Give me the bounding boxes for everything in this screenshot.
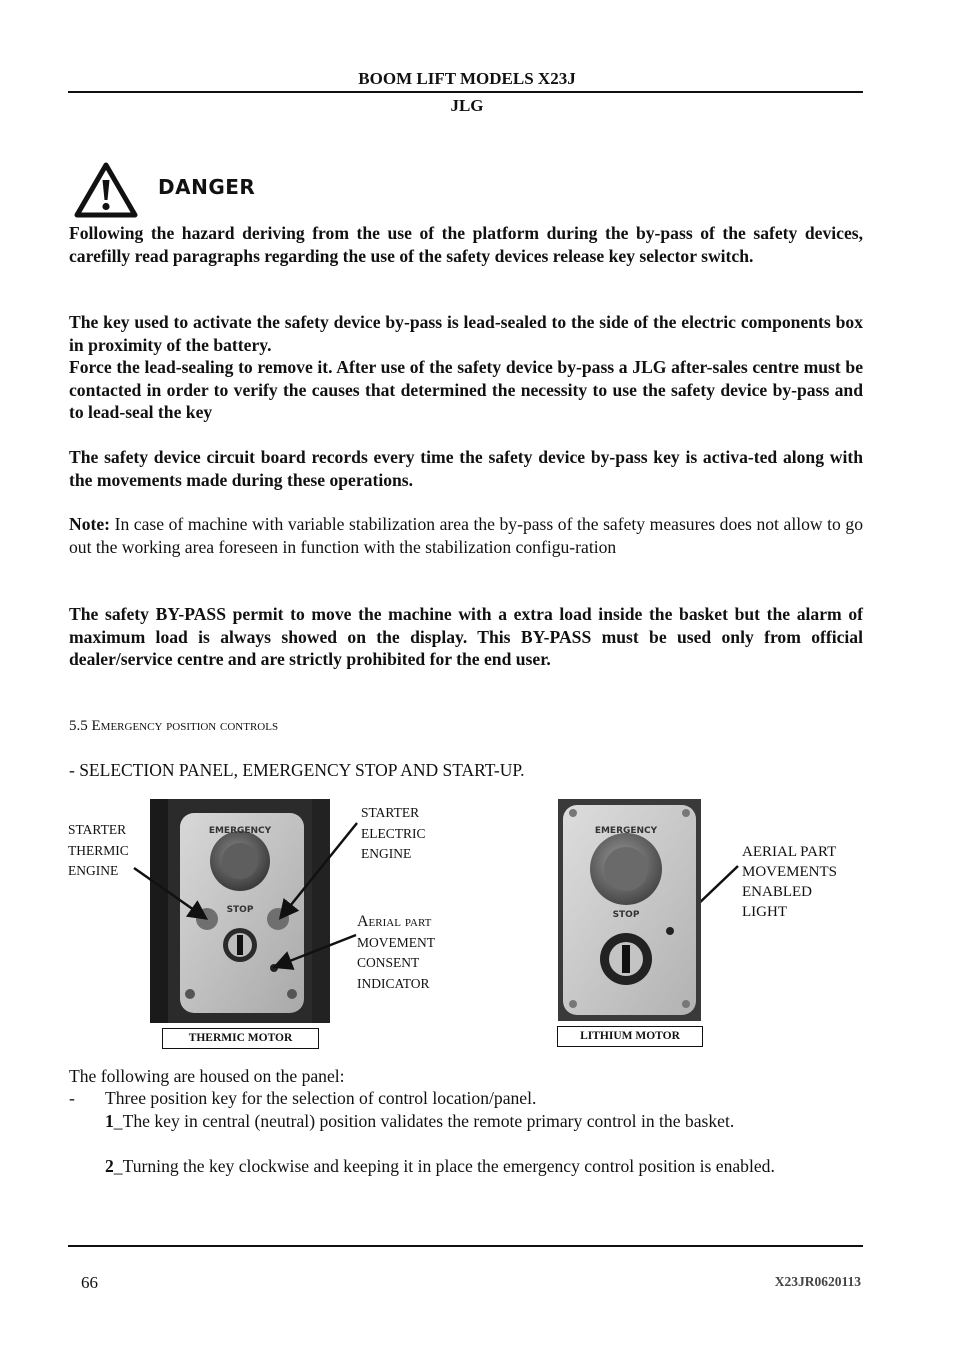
paragraph-force-seal: Force the lead-sealing to remove it. After use of the safety device by-pass a JLG after-sales centre must be contacted in order to verify the causes that determined the necessity to use the safety device by-pass and to lead-seal the key (69, 357, 863, 422)
note-text: In case of machine with variable stabilization area the by-pass of the safety measures does not allow to go out the working area foreseen in function with the stabilization configu-ration (69, 514, 863, 557)
page-number: 66 (81, 1273, 98, 1292)
paragraph-hazard: Following the hazard deriving from the use of the platform during the by-pass of the safety devices, carefilly read paragraphs regarding the use of the safety devices release key selector switch. (69, 223, 863, 266)
note-label: Note: (69, 514, 111, 534)
section-title: Emergency position controls (91, 718, 279, 734)
list-intro: The following are housed on the panel: (69, 1066, 345, 1086)
list-subitem-2: 2_Turning the key clockwise and keeping it in place the emergency control position is enabled. (105, 1156, 775, 1176)
panel-text-emergency-right: EMERGENCY (594, 826, 658, 836)
lithium-panel-photo (558, 799, 701, 1021)
panel-text-emergency-left: EMERGENCY (208, 826, 272, 836)
caption-lithium-motor: LITHIUM MOTOR (557, 1026, 703, 1047)
caption-thermic-motor: THERMIC MOTOR (162, 1028, 319, 1049)
label-aerial-consent: Aerial part MOVEMENT CONSENT INDICATOR (357, 913, 435, 991)
subsection-heading: - SELECTION PANEL, EMERGENCY STOP AND START-UP. (69, 760, 525, 780)
label-aerial-enabled-light: AERIAL PART MOVEMENTS ENABLED LIGHT (742, 844, 838, 920)
danger-label: DANGER (158, 175, 256, 199)
document-code: X23JR0620113 (774, 1274, 861, 1289)
label-starter-thermic: STARTER THERMIC ENGINE (68, 822, 129, 878)
header-subtitle: JLG (450, 96, 484, 115)
list-subitem-1: 1_The key in central (neutral) position validates the remote primary control in the basket. (105, 1111, 735, 1131)
paragraph-key-sealed: The key used to activate the safety device by-pass is lead-sealed to the side of the electric components box in proximity of the battery. (69, 312, 863, 355)
list-dash: - (69, 1088, 75, 1108)
paragraph-bypass-load: The safety BY-PASS permit to move the machine with a extra load inside the basket but the alarm of maximum load is always showed on the display. This BY-PASS must be used only from official dealer/service centre and are strictly prohibited for the end user. (69, 604, 863, 669)
panel-text-stop-left: STOP (226, 905, 254, 915)
paragraph-circuit-board: The safety device circuit board records every time the safety device by-pass key is activa-ted along with the movements made during these operations. (69, 447, 863, 490)
label-starter-electric: STARTER ELECTRIC ENGINE (361, 805, 426, 861)
section-number: 5.5 (69, 718, 92, 734)
header-title: BOOM LIFT MODELS X23J (358, 69, 576, 88)
list-item-key: Three position key for the selection of control location/panel. (105, 1088, 537, 1108)
footer-rule (68, 1245, 863, 1247)
panel-text-stop-right: STOP (612, 910, 640, 920)
